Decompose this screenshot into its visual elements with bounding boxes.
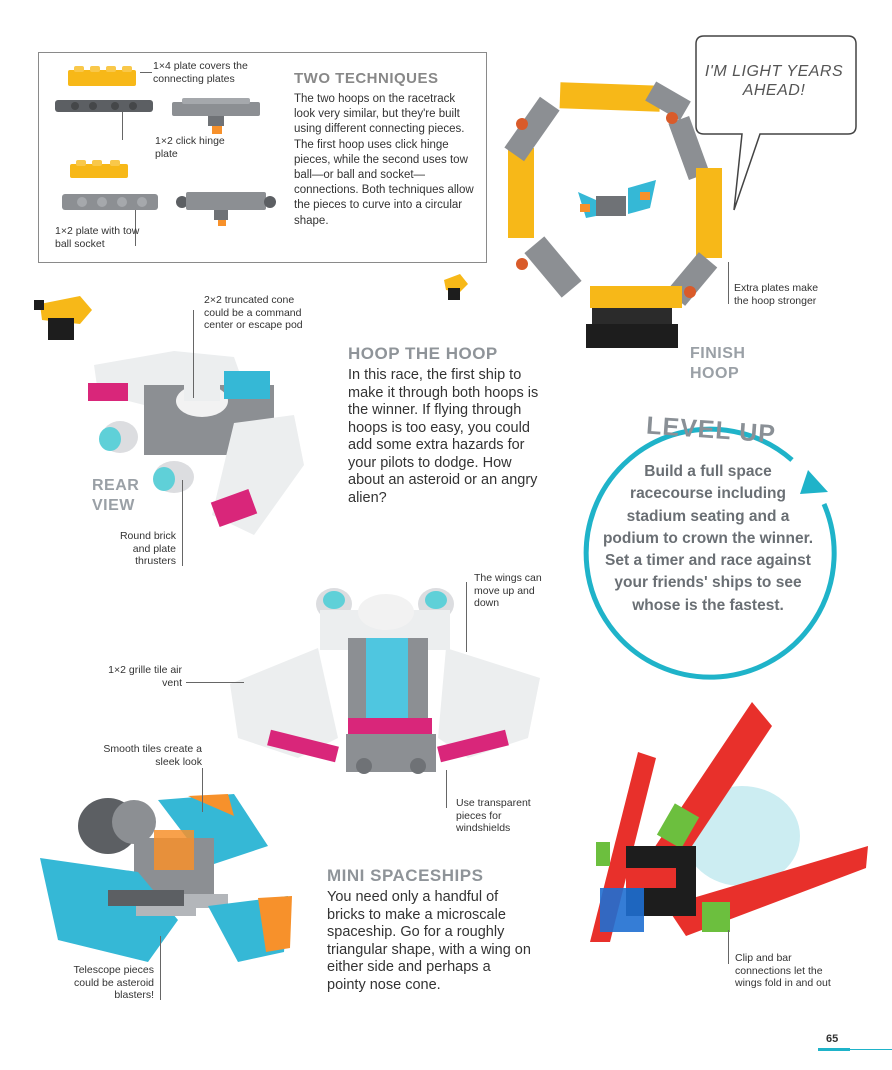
speech-bubble-text: I'M LIGHT YEARS AHEAD!	[704, 63, 844, 99]
rear-view-label: REAR VIEW	[92, 477, 140, 514]
caption-thrusters: Round brick and plate thrusters	[119, 530, 176, 567]
finish-hoop-label: FINISH HOOP	[690, 345, 746, 382]
two-techniques-heading: TWO TECHNIQUES	[294, 70, 439, 87]
caption-extra-plates: Extra plates make the hoop stronger	[734, 282, 819, 307]
small-cockpit-piece-right	[440, 272, 472, 302]
caption-truncated-cone: 2×2 truncated cone could be a command center or escape pod	[204, 294, 303, 331]
caption-clip-bar: Clip and bar connections let the wings fold in and out	[735, 952, 831, 989]
two-techniques-body: The two hoops on the racetrack look very similar, but they're built using different connecting pieces. The first hoop uses click hinge pieces, while the second uses tow ball—or ball and socket—connections. Both techniques allow the pieces to curve into a circular shape.	[294, 93, 474, 227]
tow-ball-plate-illustration	[58, 192, 162, 212]
caption-grille-tile: 1×2 grille tile air vent	[108, 664, 182, 689]
page-number: 65	[826, 1033, 839, 1045]
caption-1x4-plate: 1×4 plate covers the connecting plates	[153, 60, 248, 85]
click-hinge-plate-illustration	[55, 96, 155, 114]
top-ship-illustration	[228, 588, 548, 778]
caption-tow-ball: 1×2 plate with tow ball socket	[55, 225, 140, 250]
small-cockpit-piece-left	[28, 292, 98, 350]
caption-telescope: Telescope pieces could be asteroid blasters!	[73, 964, 154, 1001]
speech-bubble-shape	[690, 32, 860, 222]
yellow-plate-illustration	[70, 160, 130, 180]
caption-transparent: Use transparent pieces for windshields	[456, 797, 531, 834]
level-up-body: Build a full space racecourse including stadium seating and a podium to crown the winner. Set a timer and race against your friends' ships to see whose is the fastest.	[602, 463, 814, 614]
mini-spaceships-body: You need only a handful of bricks to make a microscale spaceship. Go for a roughly triangular shape, with a wing on either side and perhaps a pointy nose cone.	[327, 889, 531, 993]
caption-wings-move: The wings can move up and down	[474, 572, 542, 609]
level-up-title: LEVEL UP	[645, 411, 777, 449]
hoop-the-hoop-heading: HOOP THE HOOP	[348, 344, 498, 363]
red-ship-illustration	[566, 696, 876, 996]
mini-spaceships-heading: MINI SPACESHIPS	[327, 866, 484, 885]
yellow-1x4-plate-illustration	[68, 66, 138, 88]
caption-click-hinge: 1×2 click hinge plate	[155, 135, 225, 160]
assembled-tow-ball-illustration	[176, 182, 276, 228]
page-number-bar	[818, 1048, 850, 1051]
assembled-hinge-illustration	[172, 98, 262, 140]
hoop-the-hoop-body: In this race, the first ship to make it through both hoops is the winner. If flying through hoops is too easy, you could add some extra hazards for your pilots to dodge. How about an asteroid or an angry alien?	[348, 367, 539, 506]
page-footer-rule	[850, 1049, 892, 1050]
caption-smooth-tiles: Smooth tiles create a sleek look	[103, 743, 202, 768]
